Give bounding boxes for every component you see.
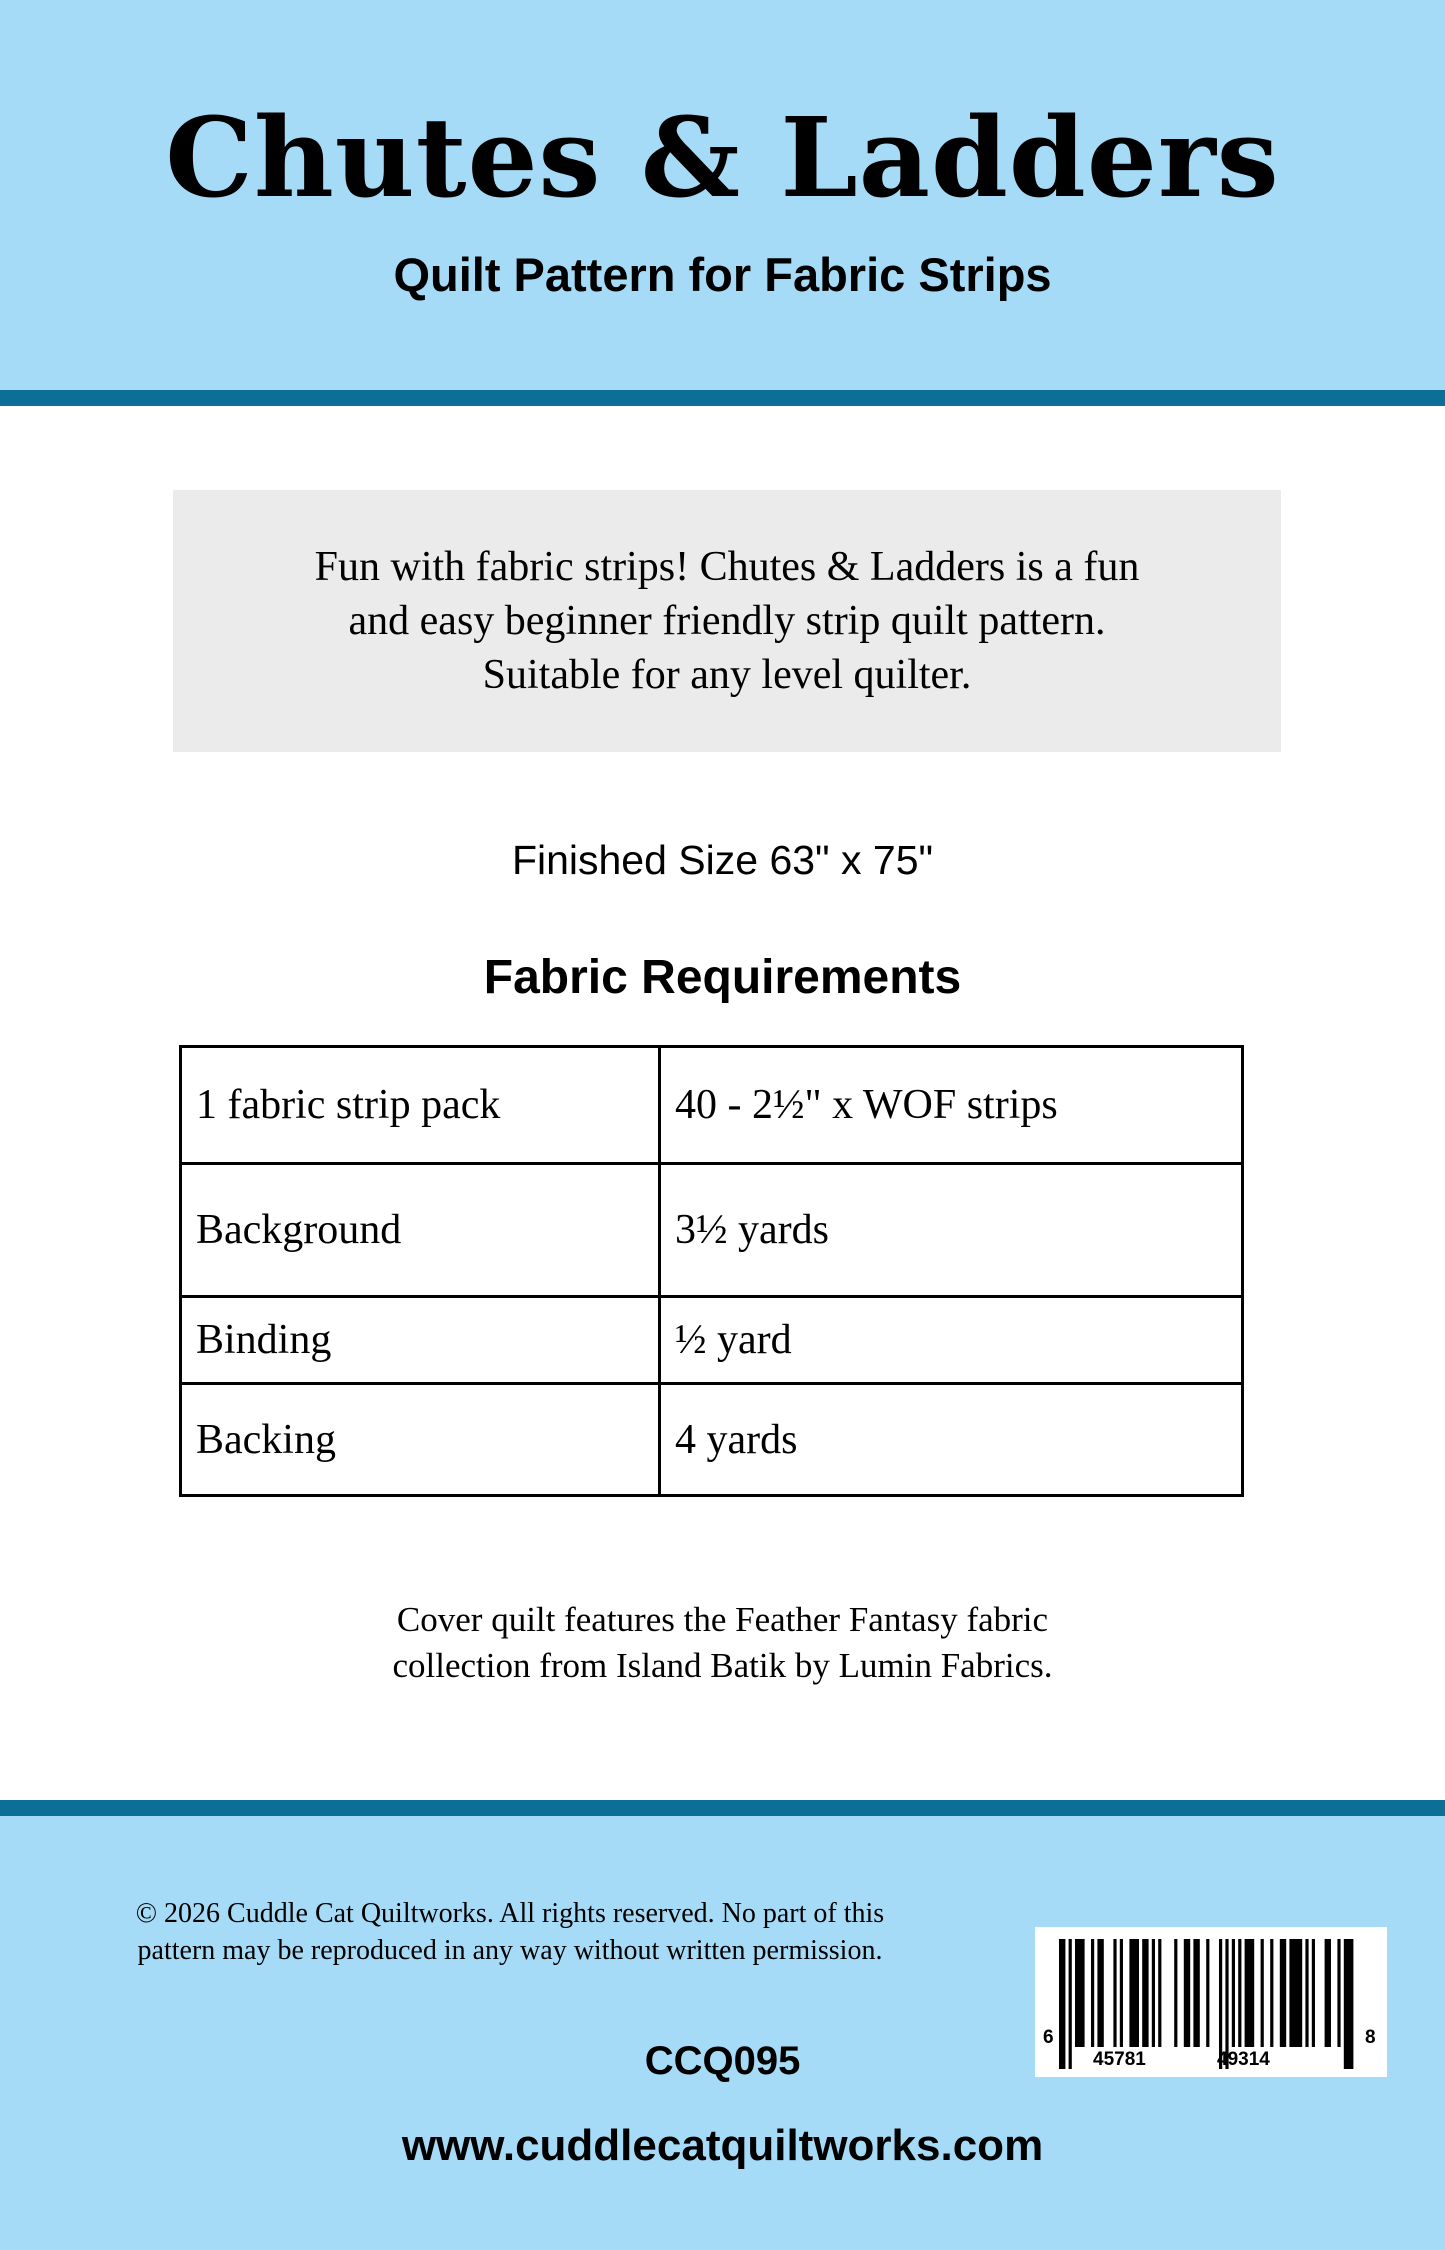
barcode-bar — [1142, 1939, 1148, 2047]
barcode-bar — [1232, 1939, 1235, 2047]
barcode-bar — [1245, 1939, 1255, 2047]
requirement-item: Binding — [181, 1297, 660, 1384]
requirement-amount: ½ yard — [660, 1297, 1243, 1384]
requirement-item: Backing — [181, 1384, 660, 1496]
barcode-bar — [1158, 1939, 1161, 2047]
barcode-bar — [1325, 1939, 1331, 2047]
intro-line: Suitable for any level quilter. — [482, 652, 972, 698]
pattern-title: Chutes & Ladders — [165, 93, 1280, 222]
intro-line: Fun with fabric strips! Chutes & Ladders is a fun — [314, 544, 1140, 590]
barcode-bar — [1312, 1939, 1315, 2047]
table-row — [181, 1047, 1243, 1164]
website-link[interactable]: www.cuddlecatquiltworks.com — [401, 2121, 1044, 2170]
table-row — [181, 1384, 1243, 1496]
requirements-heading: Fabric Requirements — [483, 951, 962, 1004]
barcode-first-digit: 6 — [1043, 2027, 1054, 2048]
requirement-item: Background — [181, 1164, 660, 1297]
barcode-right-group: 49314 — [1217, 2049, 1270, 2070]
barcode-bar — [1261, 1939, 1264, 2047]
note-line: collection from Island Batik by Lumin Fabrics. — [392, 1646, 1053, 1685]
barcode-bar — [1184, 1939, 1190, 2047]
finished-size: Finished Size 63" x 75" — [511, 837, 934, 883]
intro-line: and easy beginner friendly strip quilt pattern. — [348, 598, 1106, 644]
barcode-left-group: 45781 — [1093, 2049, 1146, 2070]
barcode-bar — [1280, 1939, 1286, 2047]
barcode-bar — [1075, 1939, 1085, 2047]
footer-divider — [0, 1800, 1445, 1816]
barcode-bar — [1238, 1939, 1241, 2047]
intro-text — [173, 540, 1281, 702]
copyright-notice — [95, 1895, 925, 1969]
table-row — [181, 1164, 1243, 1297]
requirements-table — [179, 1045, 1244, 1497]
requirement-item: 1 fabric strip pack — [181, 1047, 660, 1164]
requirement-amount: 3½ yards — [660, 1164, 1243, 1297]
barcode-bar — [1193, 1939, 1199, 2047]
table-row — [181, 1297, 1243, 1384]
fabric-note — [0, 1597, 1445, 1689]
barcode-bar — [1152, 1939, 1155, 2047]
barcode-bar — [1129, 1939, 1139, 2047]
barcode-bar — [1120, 1939, 1123, 2047]
copyright-line: pattern may be reproduced in any way without written permission. — [137, 1935, 883, 1966]
copyright-line: © 2026 Cuddle Cat Quiltworks. All rights reserved. No part of this — [135, 1898, 885, 1929]
barcode-bar — [1113, 1939, 1116, 2047]
barcode-bar — [1305, 1939, 1308, 2047]
barcode-bar — [1097, 1939, 1103, 2047]
barcode-bar — [1091, 1939, 1094, 2047]
barcode-bar — [1337, 1939, 1340, 2047]
pattern-code: CCQ095 — [644, 2039, 801, 2083]
barcode-bar — [1270, 1939, 1273, 2047]
pattern-subtitle: Quilt Pattern for Fabric Strips — [393, 248, 1052, 301]
note-line: Cover quilt features the Feather Fantasy fabric — [396, 1600, 1049, 1639]
barcode-bar — [1289, 1939, 1302, 2047]
barcode-bar — [1174, 1939, 1177, 2047]
barcode-last-digit: 8 — [1365, 2027, 1376, 2048]
requirement-amount: 4 yards — [660, 1384, 1243, 1496]
barcode-bar — [1206, 1939, 1209, 2047]
requirement-amount: 40 - 2½" x WOF strips — [660, 1047, 1243, 1164]
header-divider — [0, 390, 1445, 406]
intro-box — [173, 490, 1281, 752]
